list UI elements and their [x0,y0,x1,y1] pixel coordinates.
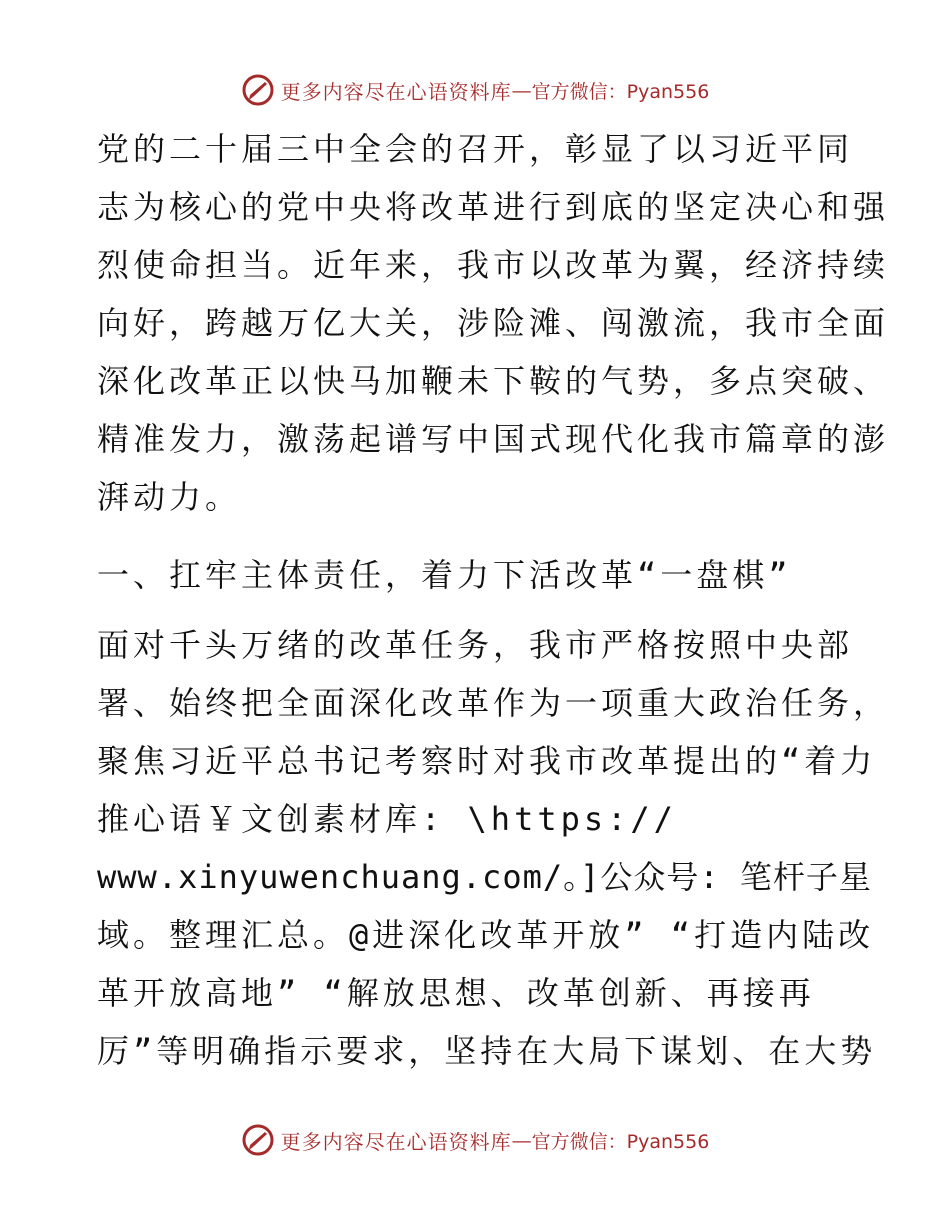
text-line: 域。整理汇总。@进深化改革开放” “打造内陆改 [97,916,875,954]
text-line: 革开放高地” “解放思想、改革创新、再接再 [97,974,815,1012]
banner-wechat: 官方微信：Pyan556 [531,80,710,103]
text-line: 向好，跨越万亿大关，涉险滩、闯激流，我市全面 [97,304,890,342]
banner-wechat: 官方微信：Pyan556 [531,1130,710,1153]
text-line: 湃动力。 [97,478,242,516]
text-line: 烈使命担当。近年来，我市以改革为翼，经济持续 [97,246,890,284]
section-heading: 一、扛牢主体责任，着力下活改革“一盘棋” [97,556,792,594]
text-line: 深化改革正以快马加鞭未下鞍的气势，多点突破、 [97,362,890,400]
text-line: 党的二十届三中全会的召开，彰显了以习近平同 [97,130,854,168]
banner-text: 更多内容尽在心语资料库 [280,1129,512,1154]
footer-banner[interactable] [0,1120,950,1160]
text-line: 署、始终把全面深化改革作为一项重大政治任务， [97,684,890,722]
text-line: 精准发力，激荡起谱写中国式现代化我市篇章的澎 [97,420,890,458]
header-banner[interactable] [0,70,950,110]
text-line: 厉”等明确指示要求，坚持在大局下谋划、在大势 [97,1032,877,1070]
text-line: 推心语￥文创素材库: \https:// [97,800,677,838]
banner-separator: — [511,1128,532,1152]
text-line: 面对千头万绪的改革任务，我市严格按照中央部 [97,626,854,664]
brand-logo-icon [241,1123,275,1157]
text-line: 聚焦习近平总书记考察时对我市改革提出的“着力 [97,742,877,780]
banner-text: 更多内容尽在心语资料库 [280,79,512,104]
brand-logo-icon [241,73,275,107]
text-line: 志为核心的党中央将改革进行到底的坚定决心和强 [97,188,890,226]
banner-separator: — [511,78,532,102]
text-line: www.xinyuwenchuang.com/。]公众号: 笔杆子星 [97,858,872,896]
